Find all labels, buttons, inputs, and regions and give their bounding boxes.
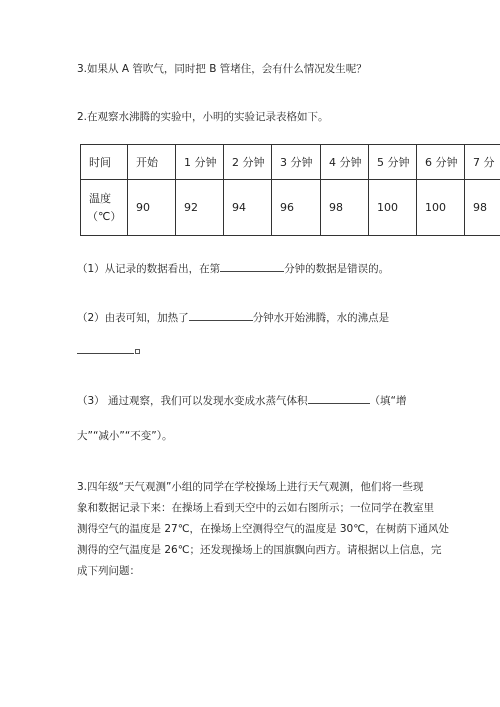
- table-cell: 94: [224, 180, 272, 236]
- question-3-line: 测得空气的温度是 27℃，在操场上空测得空气的温度是 30℃，在树荫下通风处: [77, 523, 449, 535]
- table-cell: 98: [321, 180, 369, 236]
- table-cell: 7 分: [465, 145, 500, 180]
- answer-blank-4[interactable]: [308, 393, 370, 404]
- table-cell: 6 分钟: [417, 145, 465, 180]
- temperature-label: 温度: [89, 191, 111, 205]
- question-3-line: 成下列问题：: [77, 565, 140, 577]
- sub-question-2-text-end: 分钟水开始沸腾，水的沸点是: [252, 312, 390, 324]
- sub-question-3-text: （3） 通过观察，我们可以发现水变成水蒸气体积: [77, 395, 308, 407]
- table-cell: 100: [369, 180, 417, 236]
- table-cell: 4 分钟: [321, 145, 369, 180]
- table-row-temperature: [81, 180, 500, 236]
- question-3-line: 测得的空气温度是 26℃；还发现操场上的国旗飘向西方。请根据以上信息，完: [77, 544, 442, 556]
- table-cell: 3 分钟: [272, 145, 321, 180]
- table-cell: 1 分钟: [176, 145, 224, 180]
- table-cell: 100: [417, 180, 465, 236]
- sub-question-2: [77, 310, 389, 325]
- table-cell: 92: [176, 180, 224, 236]
- answer-blank-3[interactable]: [77, 343, 134, 354]
- table-cell: 时间: [81, 145, 128, 180]
- sub-question-3-line2: 大”“减小”“不变”）。: [77, 430, 173, 442]
- sub-question-2-line2: [77, 343, 140, 358]
- table-cell: 98: [465, 180, 500, 236]
- sub-question-3: [77, 393, 406, 408]
- boiling-record-table: [80, 144, 500, 236]
- table-cell: 开始: [128, 145, 176, 180]
- table-row-header: [81, 180, 128, 236]
- sub-question-1: [77, 261, 389, 276]
- sub-question-1-text-end: 分钟的数据是错误的。: [284, 263, 390, 275]
- table-row-time: [81, 145, 500, 180]
- table-cell: 90: [128, 180, 176, 236]
- table-cell: 2 分钟: [224, 145, 272, 180]
- period-mark: [135, 349, 140, 354]
- question-2-intro: 2.在观察水沸腾的实验中，小明的实验记录表格如下。: [77, 111, 329, 123]
- temperature-unit: （℃）: [87, 209, 122, 223]
- sub-question-2-text: （2）由表可知，加热了: [77, 312, 189, 324]
- answer-blank-2[interactable]: [189, 310, 253, 321]
- sub-question-1-text: （1）从记录的数据看出，在第: [77, 263, 221, 275]
- sub-question-3-text-end: （填“增: [369, 395, 407, 407]
- question-3-line: 3.四年级“天气观测”小组的同学在学校操场上进行天气观测，他们将一些现: [77, 481, 424, 493]
- question-3-line: 象和数据记录下来：在操场上看到天空中的云如右图所示；一位同学在教室里: [77, 502, 434, 514]
- question-a-tube: 3.如果从 A 管吹气，同时把 B 管堵住，会有什么情况发生呢？: [77, 63, 367, 75]
- table-cell: 96: [272, 180, 321, 236]
- table-cell: 5 分钟: [369, 145, 417, 180]
- answer-blank-1[interactable]: [220, 261, 284, 272]
